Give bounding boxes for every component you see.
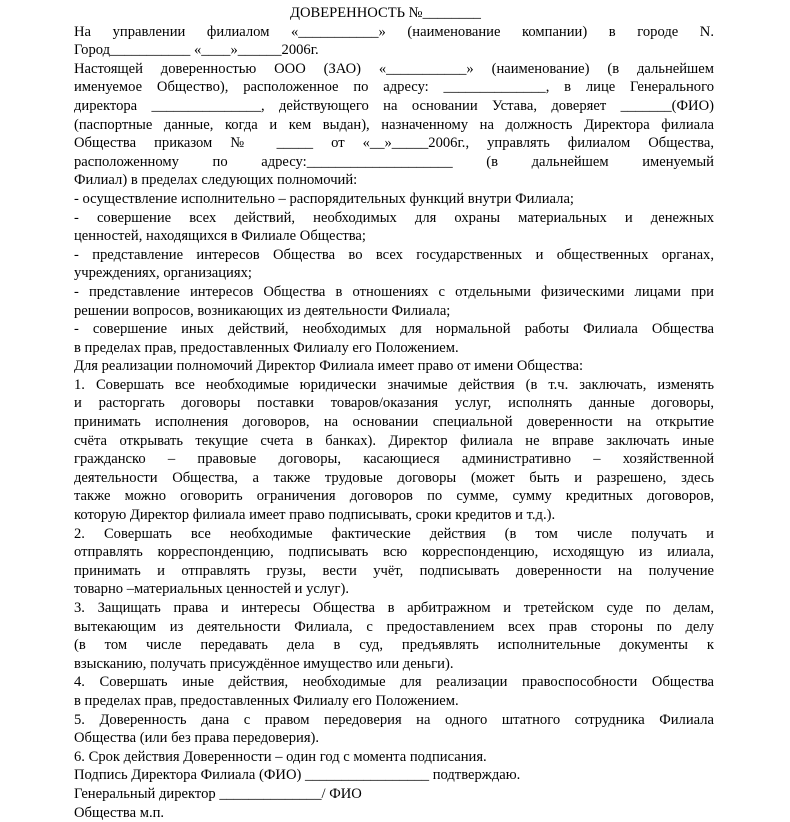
text-line: - осуществление исполнительно – распорядительных функций внутри Филиала;: [74, 190, 574, 207]
text-line: и расторгать договоры поставки товаров/оказания услуг, исполнять данные договоры,: [74, 395, 714, 412]
text-line: директора _______________, действующего на основании Устава, доверяет _______(ФИО): [74, 97, 714, 114]
document-body: [74, 23, 714, 822]
text-line: именуемое Общество), расположенное по адресу: ______________, в лице Генерального: [74, 79, 714, 96]
text-line: взысканию, получать присуждённое имущество или деньги).: [74, 655, 454, 672]
text-line: (паспортные данные, когда и кем выдан), назначенному на должность Директора филиала: [74, 116, 714, 133]
power-of-attorney-document: [74, 4, 714, 822]
text-line: учреждениях, организациях;: [74, 265, 252, 282]
text-line: - совершение всех действий, необходимых для охраны материальных и денежных: [74, 209, 714, 226]
text-line: 3. Защищать права и интересы Общества в арбитражном и третейском суде по делам,: [74, 600, 714, 616]
text-line: - совершение иных действий, необходимых для нормальной работы Филиала Общества: [74, 321, 714, 338]
text-line: - представление интересов Общества в отношениях с отдельными физическими лицами при: [74, 283, 714, 300]
text-line: Для реализации полномочий Директор Филиала имеет право от имени Общества:: [74, 358, 584, 375]
text-line: в пределах прав, предоставленных Филиалу его Положением.: [74, 339, 459, 356]
text-line: (в том числе передавать дела в суд, предъявлять исполнительные документы к: [74, 637, 714, 654]
text-line: Общества (или без права передоверия).: [74, 730, 320, 747]
text-line: - представление интересов Общества во всех государственных и общественных органах,: [74, 246, 714, 263]
text-line: счёта открывать текущие счета в банках). Директор филиала не вправе заключать иные: [74, 432, 714, 449]
text-line: Генеральный директор ______________/ ФИО: [74, 785, 362, 802]
text-line: Филиал) в пределах следующих полномочий:: [74, 172, 358, 189]
text-line: 1. Совершать все необходимые юридически значимые действия (в т.ч. заключать, изменять: [74, 376, 714, 393]
text-line: Город___________ «____»______2006г.: [74, 42, 319, 59]
text-line: отправлять корреспонденцию, подписывать всю корреспонденцию, исходящую из илиала,: [74, 544, 714, 561]
text-line: товарно –материальных ценностей и услуг).: [74, 581, 349, 598]
text-line: которую Директор филиала имеет право подписывать, сроки кредитов и т.д.).: [74, 507, 556, 524]
text-line: деятельности Общества, а также трудовые договоры (может быть и разрешено, здесь: [74, 469, 714, 486]
text-line: Общества приказом № _____ от «__»_____2006г., управлять филиалом Общества,: [74, 135, 714, 152]
text-line: принимать исполнения договоров, на основании специальной доверенности на открытие: [74, 414, 714, 431]
text-line: 2. Совершать все необходимые фактические действия (в том числе получать и: [74, 525, 714, 542]
text-line: Общества м.п.: [74, 804, 165, 821]
text-line: в пределах прав, предоставленных Филиалу его Положением.: [74, 692, 459, 709]
text-line: 6. Срок действия Доверенности – один год с момента подписания.: [74, 748, 487, 765]
text-line: также можно оговорить ограничения договоров по сумме, сумму кредитных договоров,: [74, 488, 714, 505]
text-line: решении вопросов, возникающих из деятельности Филиала;: [74, 302, 451, 319]
text-line: Подпись Директора Филиала (ФИО) _________________ подтверждаю.: [74, 767, 521, 784]
text-line: На управлении филиалом «___________» (наименование компании) в городе N.: [74, 23, 714, 40]
text-line: гражданско – правовые договоры, касающиеся административно – хозяйственной: [74, 451, 714, 468]
text-line: ценностей, находящихся в Филиале Общества;: [74, 228, 366, 245]
text-line: расположенному по адресу:____________________ (в дальнейшем именуемый: [74, 153, 714, 170]
text-line: Настоящей доверенностью ООО (ЗАО) «___________» (наименование) (в дальнейшем: [74, 60, 714, 77]
text-line: 5. Доверенность дана с правом передоверия на одного штатного сотрудника Филиала: [74, 711, 714, 728]
text-line: принимать и отправлять грузы, вести учёт, подписывать доверенности на получение: [74, 562, 714, 579]
document-title: ДОВЕРЕННОСТЬ №________: [290, 5, 481, 21]
text-line: вытекающим из деятельности Филиала, с предоставлением всех прав стороны по делу: [74, 618, 714, 635]
text-line: 4. Совершать иные действия, необходимые для реализации правоспособности Общества: [74, 674, 714, 691]
